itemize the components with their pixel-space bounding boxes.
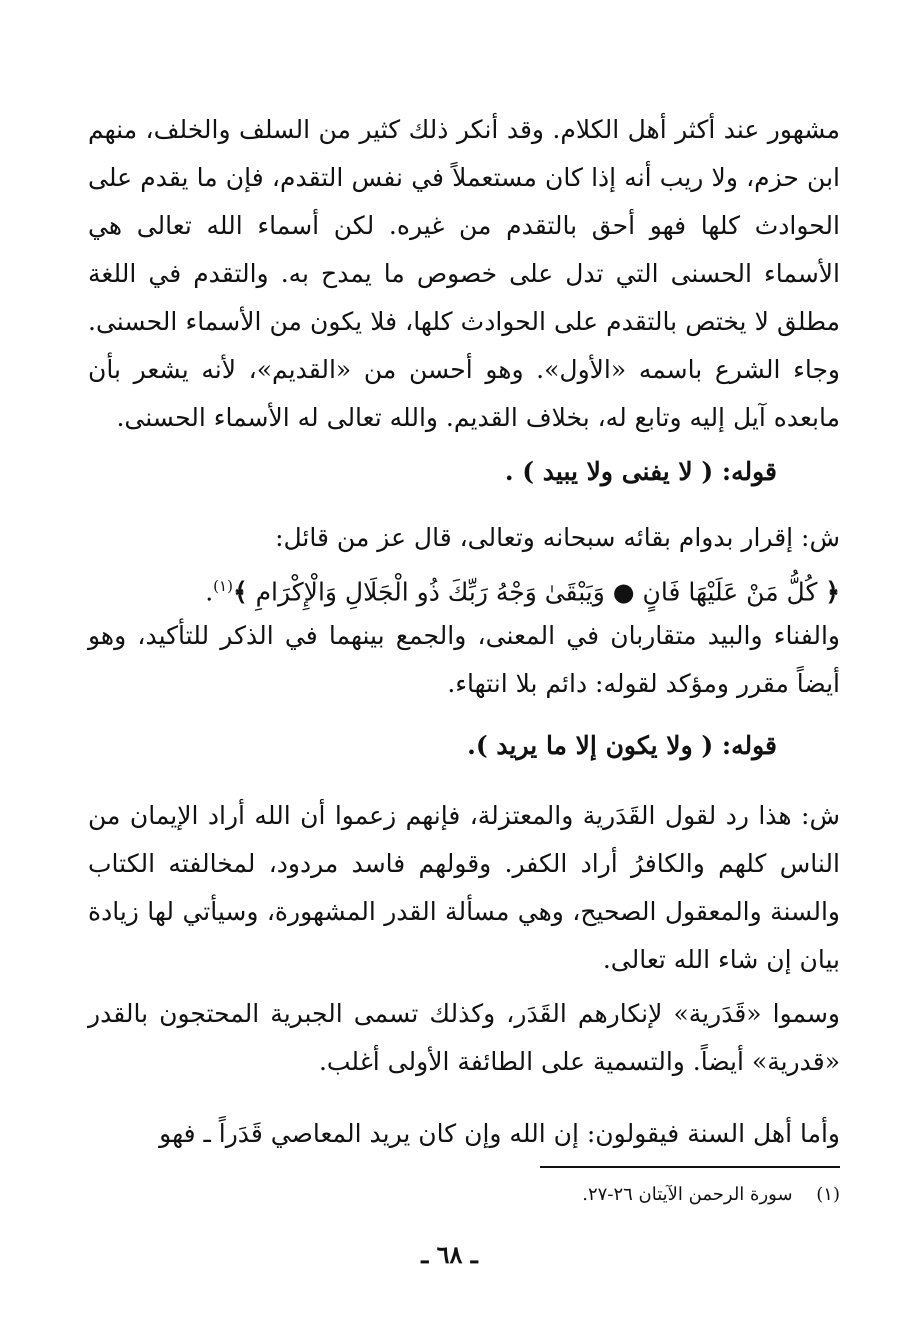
footnote-number: (١)	[816, 1184, 840, 1205]
quote-2: قوله: ( ولا يكون إلا ما يريد ).	[467, 731, 777, 760]
ayah-open-bracket: ﴿	[825, 577, 840, 607]
ayah-text: كُلُّ مَنْ عَلَيْهَا فَانٍ ● وَيَبْقَىٰ وَجْهُ رَبِّكَ ذُو الْجَلَالِ وَالْإِكْرَامِ	[255, 577, 818, 607]
ayah-end-period: .	[205, 577, 214, 607]
footnote-text: سورة الرحمن الآيتان ٢٦-٢٧.	[582, 1184, 793, 1205]
footnote	[582, 1180, 840, 1210]
page-number: ـ ٦٨ ـ	[421, 1240, 478, 1269]
paragraph-6: وأما أهل السنة فيقولون: إن الله وإن كان يريد المعاصي قَدَراً ـ فهو	[159, 1119, 840, 1148]
footnote-reference: (١)	[213, 577, 233, 595]
paragraph-3: والفناء والبيد متقاربان في المعنى، والجمع بينهما في الذكر للتأكيد، وهو أيضاً مقرر ومؤكد لقوله: دائم بلا انتهاء.	[88, 621, 840, 698]
paragraph-1: مشهور عند أكثر أهل الكلام. وقد أنكر ذلك كثير من السلف والخلف، منهم ابن حزم، ولا ريب أنه إذا كان مستعملاً في نفس التقدم، فإن ما يقدم على الحوادث كلها فهو أحق بالتقدم من غيره. لكن أسماء الله تعالى هي الأسماء الحسنى التي تدل على خصوص ما يمدح به. والتقدم في اللغة مطلق لا يختص بالتقدم على الحوادث كلها، فلا يكون من الأسماء الحسنى. وجاء الشرع باسمه «الأول». وهو أحسن من «القديم»، لأنه يشعر بأن مابعده آيل إليه وتابع له، بخلاف القديم. والله تعالى له الأسماء الحسنى.	[88, 115, 840, 432]
paragraph-4: ش: هذا رد لقول القَدَرية والمعتزلة، فإنهم زعموا أن الله أراد الإيمان من الناس كلهم والكافرُ أراد الكفر. وقولهم فاسد مردود، لمخالفته الكتاب والسنة والمعقول الصحيح، وهي مسألة القدر المشهورة، وسيأتي لها زيادة بيان إن شاء الله تعالى.	[88, 801, 840, 974]
paragraph-2: ش: إقرار بدوام بقائه سبحانه وتعالى، قال عز من قائل:	[275, 523, 840, 552]
footnote-divider	[540, 1166, 840, 1168]
ayah-close-bracket: ﴾	[232, 577, 248, 607]
paragraph-5: وسموا «قَدَرية» لإنكارهم القَدَر، وكذلك تسمى الجبرية المحتجون بالقدر «قدرية» أيضاً. والتسمية على الطائفة الأولى أغلب.	[88, 999, 840, 1076]
quran-verse	[88, 562, 840, 616]
quote-1: قوله: ( لا يفنى ولا يبيد ) .	[504, 457, 777, 486]
